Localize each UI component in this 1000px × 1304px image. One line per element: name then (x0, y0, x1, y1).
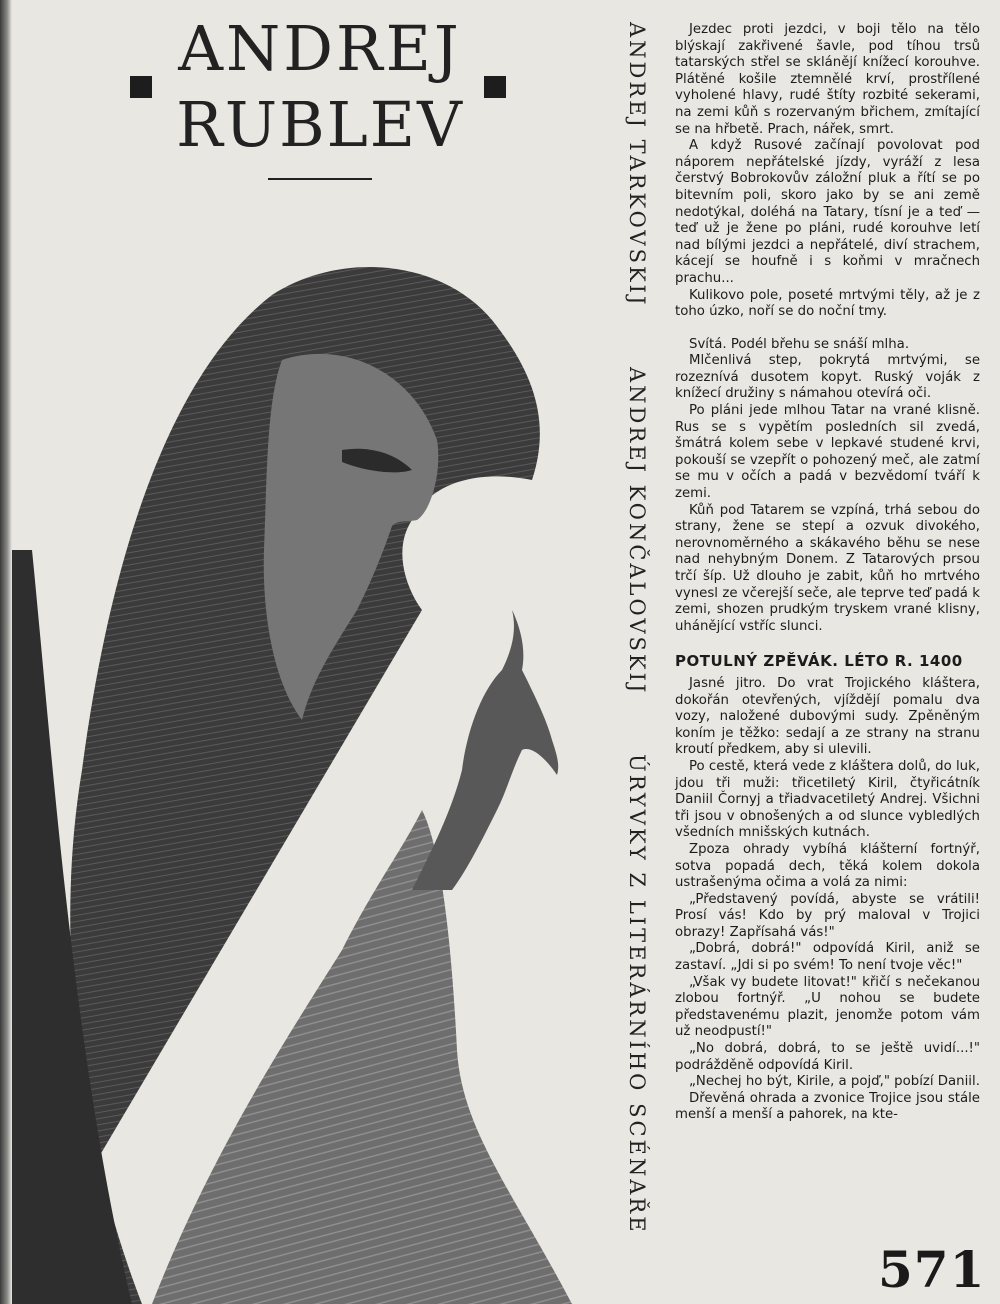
article-paragraph: Svítá. Podél břehu se snáší mlha. (689, 336, 910, 352)
article-body (675, 22, 980, 1124)
page-title (150, 12, 490, 161)
title-line-2: RUBLEV (176, 88, 464, 161)
title-ornament-left (130, 76, 152, 98)
article-paragraph: Jasné jitro. Do vrat Trojického kláštera, dokořán otevřených, vjíždějí pomalu dva vozy, naložené dubovými sudy. Zpěněným koním je těžko: sedají a ze strany na stranu kroutí předkem, aby si ulevili. (675, 675, 980, 758)
page-binding-edge (0, 0, 12, 1304)
article-paragraph: Po pláni jede mlhou Tatar na vrané klisně. Rus se s vypětím posledních sil zvedá, šmátrá kolem sebe v lepkavé studené krvi, pokouší se vzepřít o pohozený meč, ale zatmí se mu v očích a padá v bezvědomí tváří k zemi. (675, 403, 980, 502)
article-paragraph: Kulikovo pole, poseté mrtvými těly, až je z toho úzko, noří se do noční tmy. (675, 287, 980, 320)
monk-illustration (12, 250, 612, 1304)
article-paragraph: „No dobrá, dobrá, to se ještě uvidí...!" podrážděně odpovídá Kiril. (675, 1041, 980, 1073)
vertical-credits (605, 22, 665, 1247)
section-heading: POTULNÝ ZPĚVÁK. LÉTO R. 1400 (675, 652, 963, 671)
page-number: 571 (878, 1240, 986, 1299)
article-paragraph: „Dobrá, dobrá!" odpovídá Kiril, aniž se zastaví. „Jdi si po svém! To není tvoje věc!" (675, 941, 980, 974)
raised-hand (412, 610, 558, 890)
article-paragraph: Dřevěná ohrada a zvonice Trojice jsou stále menší a menší a pahorek, na kte- (675, 1090, 980, 1123)
credit-author-2: ANDREJ KONČALOVSKIJ (625, 367, 649, 696)
article-paragraph: A když Rusové začínají povolovat pod náporem nepřátelské jízdy, vyráží z lesa čerstvý Bobrokovův záložní pluk a řítí se po bitevním poli, skoro jako by se ani země nedotýkal, doléhá na Tatary, tísní je a teď — teď už je žene po pláni, rudé korouhve letí nad bílými jezdci a nepřátelé, diví strachem, kácejí se houfně i s koňmi v mračnech prachu... (675, 138, 980, 286)
credit-subtitle: ÚRYVKY Z LITERÁRNÍHO SCÉNAŘE (625, 754, 649, 1235)
title-line-1: ANDREJ (178, 12, 462, 85)
article-paragraph: „Nechej ho být, Kirile, a pojď," pobízí Daniil. (689, 1074, 980, 1090)
article-paragraph: „Představený povídá, abyste se vrátili! Prosí vás! Kdo by prý maloval v Trojici obrazy! Zapřísahá vás!" (675, 891, 980, 940)
article-paragraph: Mlčenlivá step, pokrytá mrtvými, se rozeznívá dusotem kopyt. Ruský voják z knížecí družiny s námahou otevírá oči. (675, 353, 980, 402)
article-paragraph: „Však vy budete litovat!" křičí s nečekanou zlobou fortnýř. „U nohou se budete představenému plazit, jenomže potom vám už neodpustí!" (675, 974, 980, 1040)
article-paragraph: Zpoza ohrady vybíhá klášterní fortnýř, sotva popadá dech, těká kolem dokola ustrašenýma očima a volá za nimi: (675, 841, 980, 891)
paragraph-gap (675, 321, 980, 337)
article-paragraph: Po cestě, která vede z kláštera dolů, do luk, jdou tři muži: třicetiletý Kiril, čtyřicátník Daniil Čornyj a třiadvacetiletý Andrej. Všichni tři jsou v obnošených a od slunce vybledlých všedních mnišských kutnách. (675, 758, 980, 841)
title-rule (268, 178, 372, 180)
article-paragraph: Kůň pod Tatarem se vzpíná, trhá sebou do strany, žene se stepí a ozvuk divokého, nerovnoměrného a skákavého běhu se nese nad nehybným Donem. Z Tatarových prsou trčí šíp. Už dlouho je zabit, kůň ho mrtvého vynesl ze včerejší seče, ale teprve teď padá k zemi, shozen prudkým tryskem vrané klisny, uhánějící vstříc slunci. (675, 502, 980, 634)
article-paragraph: Jezdec proti jezdci, v boji tělo na tělo blýskají zakřivené šavle, pod tíhou trsů tatarských střel se sklánějí knížecí korouhve. Plátěné košile ztemnělé krví, prostřílené vyholené hlavy, rudé štíty rozbité sekerami, na zemi kůň s rozervaným břichem, zmítající se na hřbetě. Prach, nářek, smrt. (675, 22, 980, 137)
credit-author-1: ANDREJ TARKOVSKIJ (625, 22, 649, 308)
